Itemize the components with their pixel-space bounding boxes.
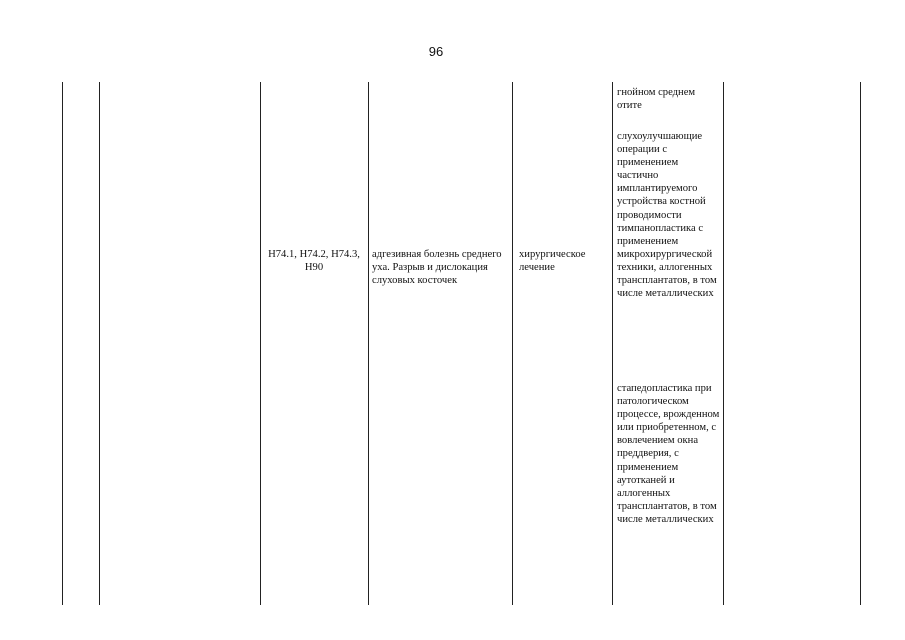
table-column-border [260, 82, 261, 605]
treatment-method-paragraph: гнойном среднем отите [617, 87, 696, 112]
table-column-border [99, 82, 100, 605]
table-column-border [860, 82, 861, 605]
treatment-type-cell: хирургическое лечение [519, 249, 586, 274]
treatment-method-paragraph: стапедопластика при патологическом процессе, врожденном или приобретенном, с вовлечением окна преддверия, с применением аутотканей и аллогенных трансплантатов, в том числе металлических [617, 383, 720, 525]
table-column-border [612, 82, 613, 605]
table-column-border [368, 82, 369, 605]
diagnosis-cell: адгезивная болезнь среднего уха. Разрыв и дислокация слуховых косточек [372, 249, 502, 287]
table-column-border [62, 82, 63, 605]
icd-code-cell: H74.1, H74.2, H74.3, H90 [268, 249, 360, 274]
table-column-border [723, 82, 724, 605]
page-number: 96 [428, 44, 444, 59]
table-column-border [512, 82, 513, 605]
treatment-method-paragraph: слухоулучшающие операции с применением частично имплантируемого устройства костной проводимости тимпанопластика с применением микрохирургической техники, аллогенных трансплантатов, в том числе металлических [617, 131, 717, 300]
